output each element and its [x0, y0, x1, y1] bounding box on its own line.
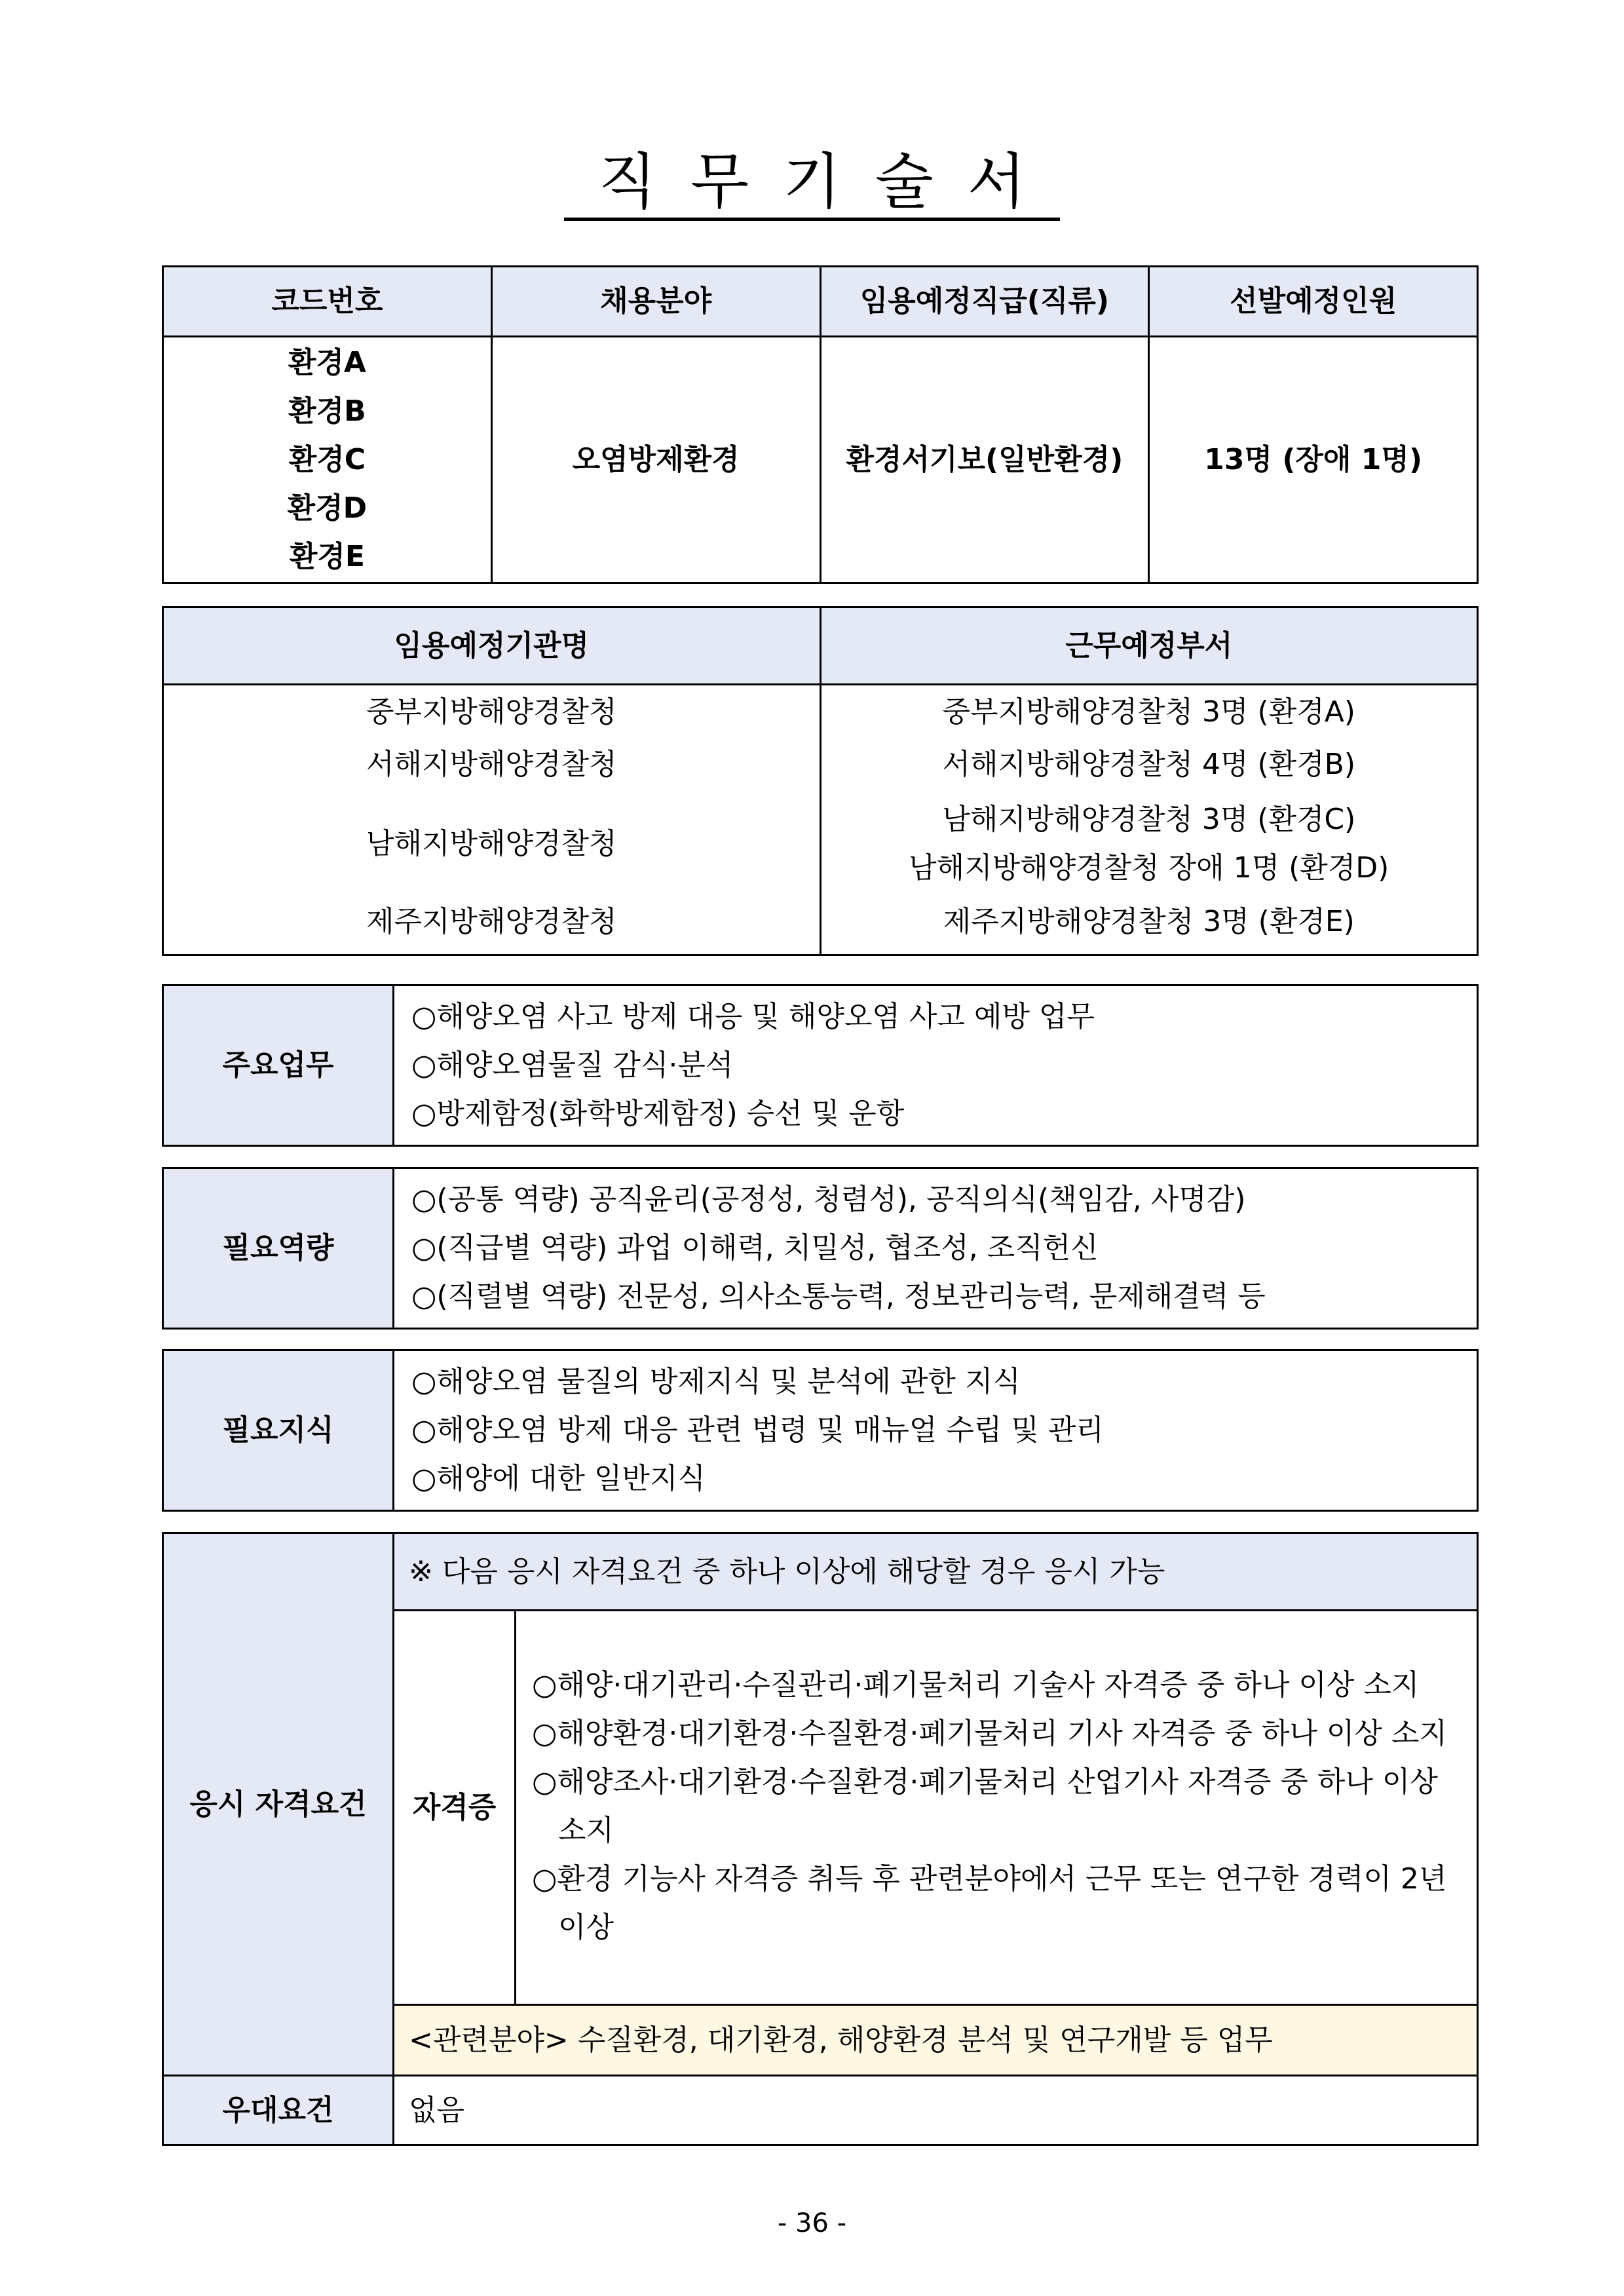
code-item: 환경E — [289, 539, 365, 573]
certificate-item: ○해양조사·대기환경·수질환경·폐기물처리 산업기사 자격증 중 하나 이상 소지 — [532, 1765, 1438, 1847]
page-number: - 36 - — [777, 2208, 847, 2238]
department-name: 중부지방해양경찰청 3명 (환경A) — [820, 685, 1478, 735]
recruitment-summary-table — [162, 265, 1479, 584]
certificate-list — [516, 1611, 1478, 2005]
qualification-table — [162, 1532, 1479, 2146]
code-item: 환경A — [288, 345, 366, 379]
knowledge-list — [394, 1350, 1478, 1511]
field-value: 오염방제환경 — [491, 337, 820, 583]
duties-label: 주요업무 — [163, 985, 394, 1146]
grade-value: 환경서기보(일반환경) — [820, 337, 1149, 583]
competency-item: ○(직렬별 역량) 전문성, 의사소통능력, 정보관리능력, 문제해결력 등 — [411, 1280, 1266, 1313]
document-title — [0, 147, 1624, 221]
certificate-item: ○환경 기능사 자격증 취득 후 관련분야에서 근무 또는 연구한 경력이 2년 이상 — [532, 1862, 1447, 1944]
department-name: 남해지방해양경찰청 3명 (환경C) — [942, 803, 1356, 836]
duties-table — [162, 984, 1479, 1147]
header-grade: 임용예정직급(직류) — [820, 267, 1149, 337]
code-item: 환경B — [288, 394, 366, 428]
header-field: 채용분야 — [491, 267, 820, 337]
header-agency: 임용예정기관명 — [163, 607, 821, 685]
department-name: 남해지방해양경찰청 장애 1명 (환경D) — [909, 851, 1389, 885]
knowledge-item: ○해양오염 방제 대응 관련 법령 및 매뉴얼 수립 및 관리 — [411, 1413, 1104, 1447]
competency-item: ○(공통 역량) 공직윤리(공정성, 청렴성), 공직의식(책임감, 사명감) — [411, 1183, 1246, 1216]
competency-table — [162, 1167, 1479, 1330]
competency-list — [394, 1168, 1478, 1329]
knowledge-item: ○해양오염 물질의 방제지식 및 분석에 관한 지식 — [411, 1365, 1021, 1398]
knowledge-label: 필요지식 — [163, 1350, 394, 1511]
competency-label: 필요역량 — [163, 1168, 394, 1329]
count-value: 13명 (장애 1명) — [1149, 337, 1478, 583]
agency-name: 서해지방해양경찰청 — [163, 734, 821, 795]
duty-item: ○해양오염 사고 방제 대응 및 해양오염 사고 예방 업무 — [411, 1000, 1095, 1033]
certificate-item: ○해양·대기관리·수질관리·폐기물처리 기술사 자격증 중 하나 이상 소지 — [532, 1668, 1420, 1702]
competency-item: ○(직급별 역량) 과업 이해력, 치밀성, 협조성, 조직헌신 — [411, 1231, 1099, 1265]
code-item: 환경C — [288, 442, 366, 476]
qualification-label: 응시 자격요건 — [163, 1533, 394, 2076]
duty-item: ○방제함정(화학방제함정) 승선 및 운항 — [411, 1097, 905, 1130]
certificate-label: 자격증 — [394, 1611, 516, 2005]
department-name: 서해지방해양경찰청 4명 (환경B) — [820, 734, 1478, 795]
agency-name: 남해지방해양경찰청 — [163, 795, 821, 892]
header-department: 근무예정부서 — [820, 607, 1478, 685]
header-count: 선발예정인원 — [1149, 267, 1478, 337]
knowledge-item: ○해양에 대한 일반지식 — [411, 1462, 706, 1495]
certificate-item: ○해양환경·대기환경·수질환경·폐기물처리 기사 자격증 중 하나 이상 소지 — [532, 1716, 1447, 1750]
department-name: 제주지방해양경찰청 3명 (환경E) — [820, 892, 1478, 955]
header-code: 코드번호 — [163, 267, 492, 337]
agency-table — [162, 606, 1479, 956]
related-field-note: <관련분야> 수질환경, 대기환경, 해양환경 분석 및 연구개발 등 업무 — [394, 2005, 1478, 2076]
code-list — [163, 337, 492, 583]
knowledge-table — [162, 1349, 1479, 1512]
qualification-notice: ※ 다음 응시 자격요건 중 하나 이상에 해당할 경우 응시 가능 — [394, 1533, 1478, 1611]
duty-item: ○해양오염물질 감식·분석 — [411, 1048, 734, 1082]
agency-name: 중부지방해양경찰청 — [163, 685, 821, 735]
preference-label: 우대요건 — [163, 2076, 394, 2145]
preference-value: 없음 — [394, 2076, 1478, 2145]
code-item: 환경D — [287, 491, 368, 525]
duties-list — [394, 985, 1478, 1146]
document-title-text: 직무기술서 — [564, 152, 1059, 221]
department-group — [820, 795, 1478, 892]
agency-name: 제주지방해양경찰청 — [163, 892, 821, 955]
